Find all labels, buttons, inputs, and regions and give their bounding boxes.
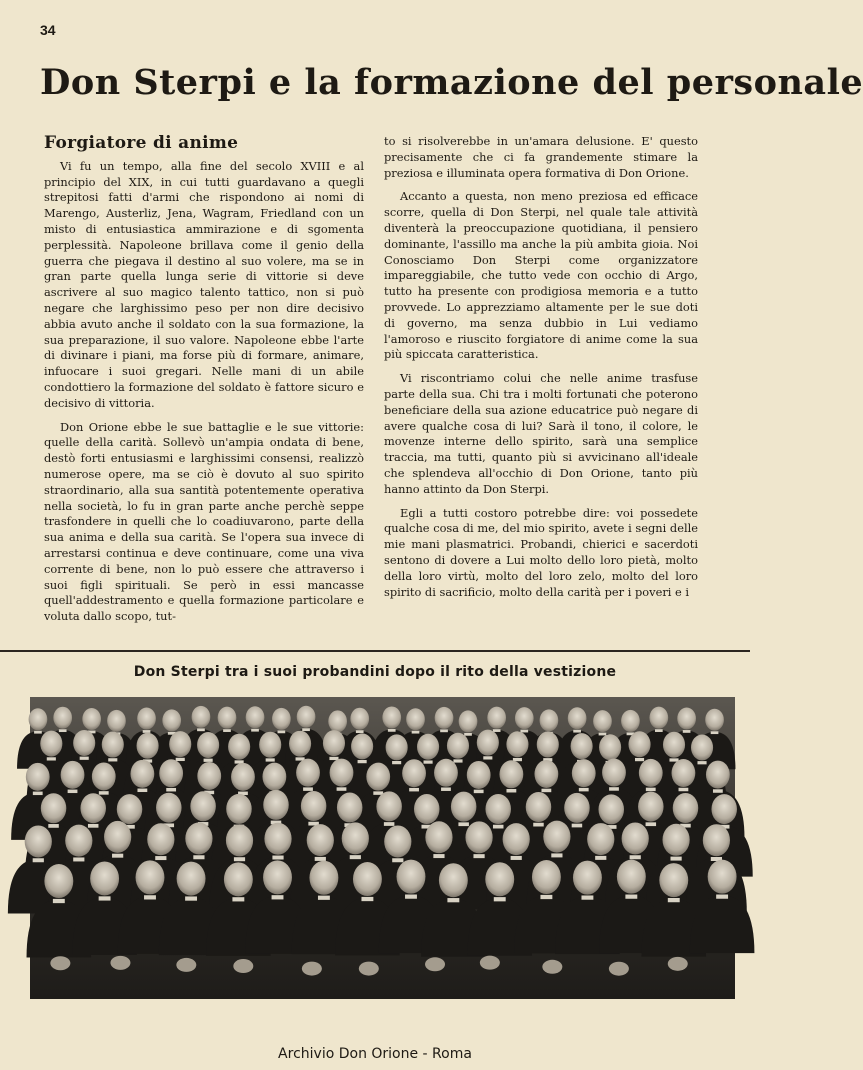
group-photo: [30, 697, 735, 999]
article-title: Don Sterpi e la formazione del personale: [40, 62, 863, 103]
paragraph: Accanto a questa, non meno preziosa ed efficace scorre, quella di Don Sterpi, nel quale tale attività diventerà la preoccupazione quotidiana, il pensiero dominante, l'assillo ma anche la più ambita gioia. Noi Conosciamo Don Sterpi come organizzatore impareggiabile, che tutto vede con occhio di Argo, tutto ha presente con prodigiosa memoria e a tutto provvede. Lo apprezziamo altamente per le sue doti di governo, ma senza dubbio in Lui vediamo l'amoroso e riuscito forgiatore di anime come la sua più spiccata caratteristica.: [384, 189, 698, 362]
page-number: 34: [40, 22, 56, 38]
paragraph: Vi riscontriamo colui che nelle anime trasfuse parte della sua. Chi tra i molti fortunati che poterono beneficiare della sua azione educatrice può negare di avere qualche cosa di lui? Sarà il tono, il colore, le movenze interne dello spirito, sarà una semplice traccia, ma tutti, quanto più si avvicinano all'ideale che splendeva all'occhio di Don Orione, tanto più hanno attinto da Don Sterpi.: [384, 371, 698, 496]
paragraph: Egli a tutti costoro potrebbe dire: voi possedete qualche cosa di me, del mio spirito, avete i segni delle mie mani plasmatrici. Probandi, chierici e sacerdoti sentono di dovere a Lui molto dello loro pietà, molto della loro virtù, molto del loro zelo, molto del loro spirito di sacrificio, molto della carità per i poveri e i: [384, 505, 698, 599]
left-column: [44, 133, 364, 633]
paragraph: to si risolverebbe in un'amara delusione. E' questo precisamente che ci fa grandemente stimare la preziosa e illuminata opera formativa di Don Orione.: [384, 134, 698, 180]
paragraph: Vi fu un tempo, alla fine del secolo XVIII e al principio del XIX, in cui tutti guardavano a quegli strepitosi fatti d'armi che rispondono ai nomi di Marengo, Austerliz, Jena, Wagram, Friedland con un misto di entusiastica ammirazione e di sgomenta perplessità. Napoleone brillava come il genio della guerra che piegava il destino al suo volere, ma se in gran parte quella lunga serie di vittorie si deve ascrivere al suo magico talento tattico, non si può negare che larghissimo peso per non dire decisivo abbia avuto anche il soldato con la sua formazione, la sua preparazione, il suo valore. Napoleone ebbe l'arte di divinare i piani, ma forse più di formare, animare, infuocare i suoi gregari. Nelle mani di un abile condottiero la formazione del soldato è fattore sicuro e decisivo di vittoria.: [44, 158, 364, 410]
divider-rule: [0, 650, 750, 652]
archive-footer: Archivio Don Orione - Roma: [278, 1046, 472, 1062]
paragraph: Don Orione ebbe le sue battaglie e le sue vittorie: quelle della carità. Sollevò un'ampia ondata di bene, destò forti entusiasmi e larghissimi consensi, realizzò numerose opere, ma se ciò è dovuto al suo spirito straordinario, alla sua santità potentemente operativa nella società, lo fu in gran parte anche perchè seppe trasfondere in quelli che lo coadiuvarono, parte della sua anima e della sua carità. Se l'opera sua invece di arrestarsi continua e deve continuare, come una viva corrente di bene, non lo può essere che attraverso i suoi figli spirituali. Se però in essi mancasse quell'addestramento e quella formazione particolare e voluta dallo scopo, tut-: [44, 419, 364, 624]
photo-caption: Don Sterpi tra i suoi probandini dopo il rito della vestizione: [133, 664, 617, 680]
right-column: [384, 134, 698, 608]
group-photo-image: [30, 697, 735, 999]
section-heading: Forgiatore di anime: [44, 133, 239, 153]
